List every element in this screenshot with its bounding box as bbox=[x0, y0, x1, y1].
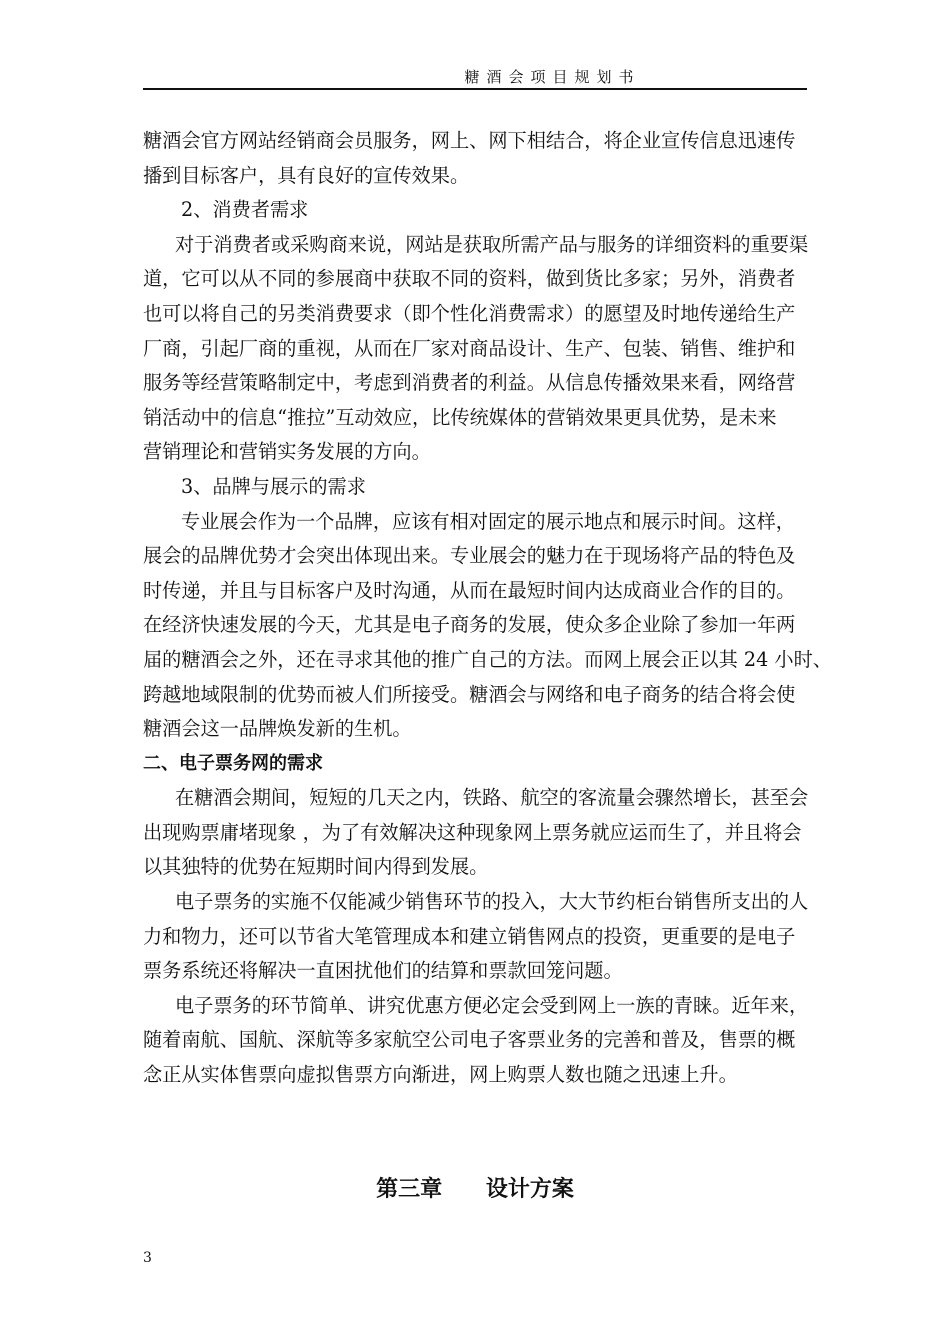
document-body bbox=[143, 124, 832, 1093]
paragraph-line: 对于消费者或采购商来说，网站是获取所需产品与服务的详细资料的重要渠 bbox=[175, 232, 809, 256]
paragraph-line: 糖酒会官方网站经销商会员服务，网上、网下相结合，将企业宣传信息迅速传 bbox=[143, 129, 796, 152]
paragraph-line: 厂商，引起厂商的重视，从而在厂家对商品设计、生产、包装、销售、维护和 bbox=[143, 336, 796, 360]
paragraph-line: 在糖酒会期间，短短的几天之内，铁路、航空的客流量会骤然增长，甚至会 bbox=[175, 786, 809, 810]
header-rule bbox=[143, 88, 807, 90]
paragraph-line: 也可以将自己的另类消费要求（即个性化消费需求）的愿望及时地传递给生产 bbox=[143, 301, 796, 325]
paragraph-line: 展会的品牌优势才会突出体现出来。专业展会的魅力在于现场将产品的特色及 bbox=[143, 544, 796, 568]
paragraph-line: 电子票务的环节简单、讲究优惠方便必定会受到网上一族的青睐。近年来， bbox=[175, 993, 809, 1017]
paragraph-line: 电子票务的实施不仅能减少销售环节的投入，大大节约柜台销售所支出的人 bbox=[175, 890, 809, 914]
paragraph-line: 道，它可以从不同的参展商中获取不同的资料，做到货比多家；另外，消费者 bbox=[143, 267, 796, 291]
paragraph-line: 念正从实体售票向虚拟售票方向渐进，网上购票人数也随之迅速上升。 bbox=[143, 1063, 738, 1087]
chapter-title: 第三章 设计方案 bbox=[376, 1177, 574, 1202]
page-number: 3 bbox=[143, 1250, 152, 1266]
subsection-heading-brand-display: 3、品牌与展示的需求 bbox=[181, 474, 366, 498]
paragraph-line: 随着南航、国航、深航等多家航空公司电子客票业务的完善和普及，售票的概 bbox=[143, 1028, 796, 1052]
section-heading-eticket: 二、电子票务网的需求 bbox=[143, 752, 323, 774]
paragraph-line: 糖酒会这一品牌焕发新的生机。 bbox=[143, 717, 412, 741]
paragraph-line: 服务等经营策略制定中，考虑到消费者的利益。从信息传播效果来看，网络营 bbox=[143, 371, 796, 395]
paragraph-line: 时传递，并且与目标客户及时沟通，从而在最短时间内达成商业合作的目的。 bbox=[143, 578, 796, 602]
paragraph-line: 播到目标客户，具有良好的宣传效果。 bbox=[143, 163, 470, 187]
paragraph-line: 出现购票庸堵现象 ，为了有效解决这种现象网上票务就应运而生了，并且将会 bbox=[143, 820, 802, 844]
subsection-heading-consumer-needs: 2、消费者需求 bbox=[181, 198, 309, 222]
paragraph-line: 在经济快速发展的今天，尤其是电子商务的发展，使众多企业除了参加一年两 bbox=[143, 613, 796, 637]
paragraph-line: 营销理论和营销实务发展的方向。 bbox=[143, 440, 431, 464]
page-header-title: 糖酒会项目规划书 bbox=[464, 68, 641, 86]
paragraph-line: 以其独特的优势在短期时间内得到发展。 bbox=[143, 855, 489, 879]
paragraph-line: 销活动中的信息“推拉”互动效应，比传统媒体的营销效果更具优势，是未来 bbox=[143, 405, 777, 429]
paragraph-line: 跨越地域限制的优势而被人们所接受。糖酒会与网络和电子商务的结合将会使 bbox=[143, 682, 796, 706]
paragraph-line: 届的糖酒会之外，还在寻求其他的推广自己的方法。而网上展会正以其 24 小时、 bbox=[143, 647, 832, 671]
paragraph-line: 专业展会作为一个品牌，应该有相对固定的展示地点和展示时间。这样， bbox=[181, 509, 795, 533]
paragraph-line: 力和物力，还可以节省大笔管理成本和建立销售网点的投资，更重要的是电子 bbox=[143, 924, 796, 948]
paragraph-line: 票务系统还将解决一直困扰他们的结算和票款回笼问题。 bbox=[143, 959, 623, 983]
